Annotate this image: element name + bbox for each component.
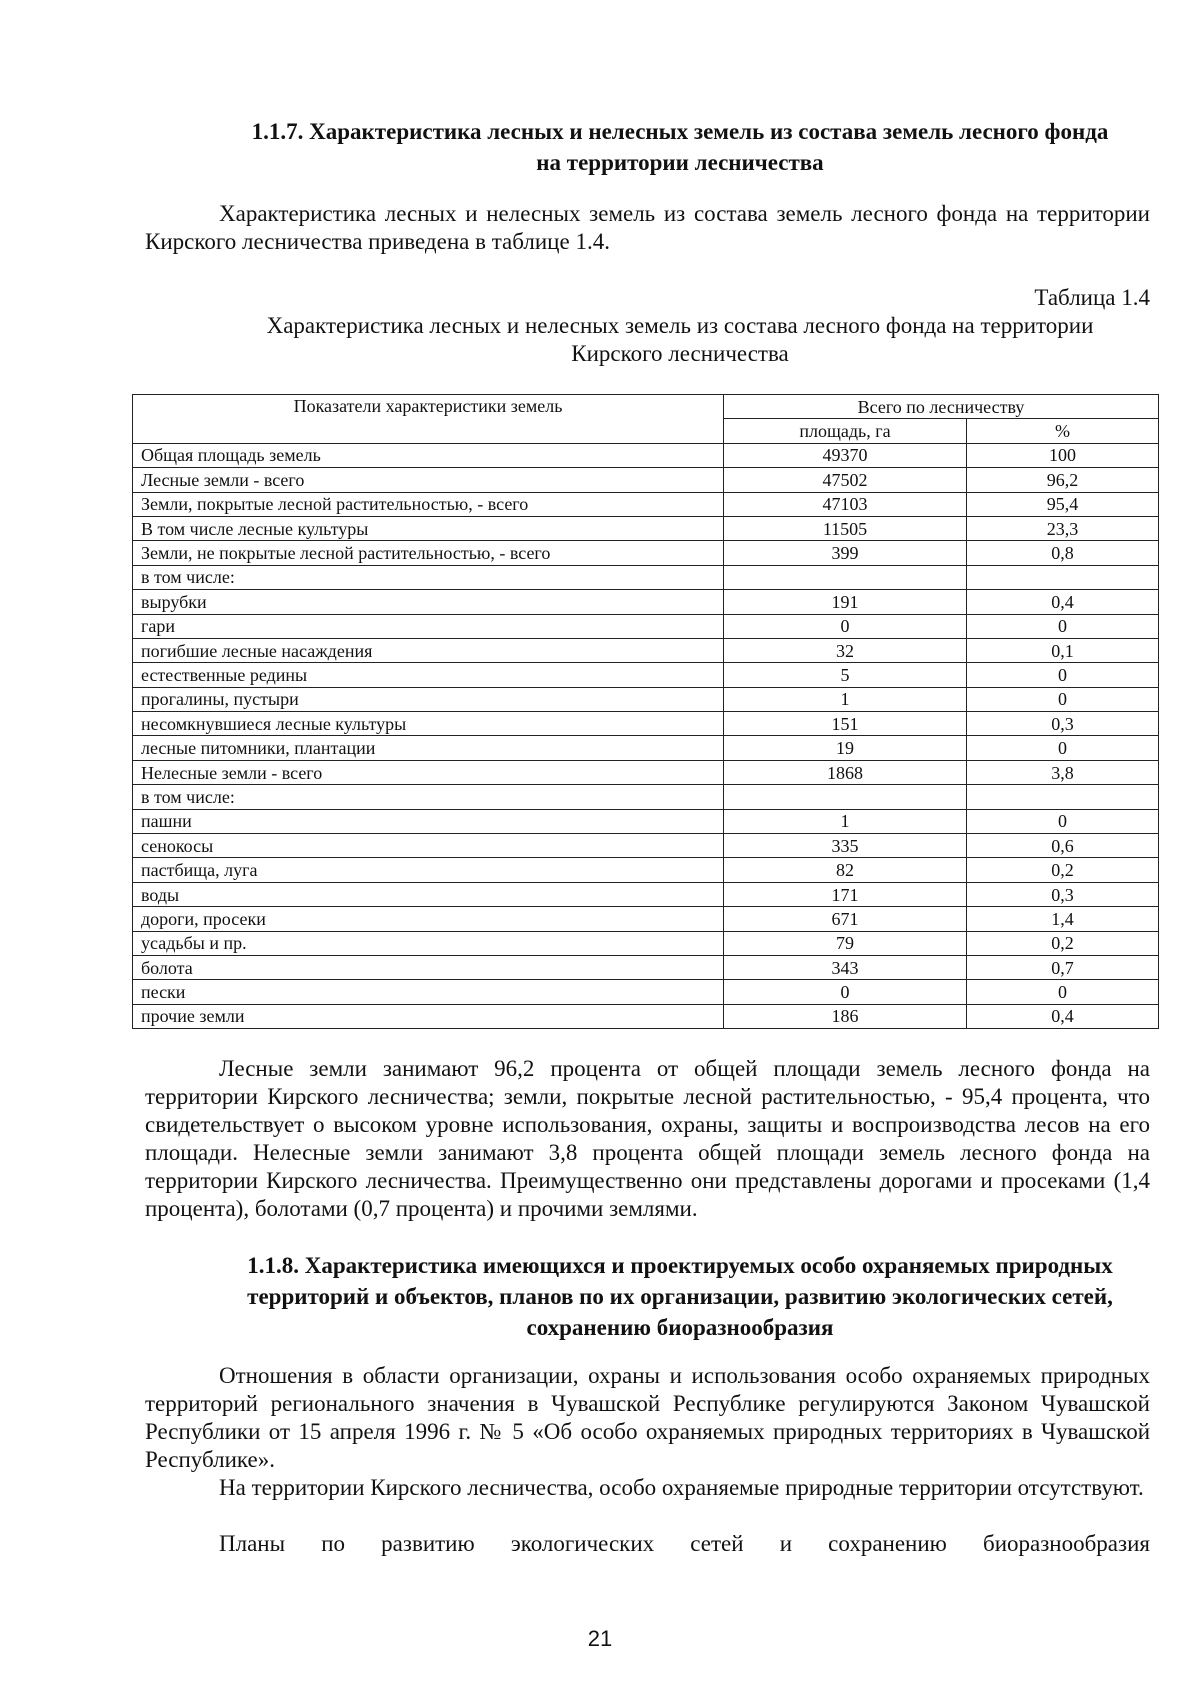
row-area-cell: 32	[724, 638, 967, 662]
row-name-cell: погибшие лесные насаждения	[133, 638, 724, 662]
table-row	[133, 541, 1159, 565]
table-row	[133, 687, 1159, 711]
row-area-cell: 0	[724, 980, 967, 1004]
oopt-law-paragraph: Отношения в области организации, охраны и использования особо охраняемых природных территорий регионального значения в Чувашской Республике регулируются Законом Чувашской Республики от 15 апреля 1996 г. № 5 «Об особо охраняемых природных территориях в Чувашской Республике».	[145, 1363, 1150, 1472]
row-percent-cell: 0	[967, 980, 1159, 1004]
row-percent-cell: 0	[967, 687, 1159, 711]
row-name-cell: прогалины, пустыри	[133, 687, 724, 711]
row-percent-cell: 0,6	[967, 834, 1159, 858]
page-number: 21	[587, 1626, 613, 1651]
table-row	[133, 516, 1159, 540]
row-name-cell: лесные питомники, плантации	[133, 736, 724, 760]
row-area-cell: 151	[724, 712, 967, 736]
row-name-cell: Земли, покрытые лесной растительностью, - всего	[133, 492, 724, 516]
header-indicator: Показатели характеристики земель	[133, 395, 724, 444]
row-area-cell: 19	[724, 736, 967, 760]
table-row	[133, 736, 1159, 760]
row-area-cell: 191	[724, 590, 967, 614]
row-name-cell: пастбища, луга	[133, 858, 724, 882]
table-row	[133, 955, 1159, 979]
table-row	[133, 1004, 1159, 1028]
row-area-cell	[724, 785, 967, 809]
row-name-cell: пашни	[133, 809, 724, 833]
header-percent: %	[967, 419, 1159, 443]
row-area-cell: 5	[724, 663, 967, 687]
table-row	[133, 468, 1159, 492]
row-area-cell: 47103	[724, 492, 967, 516]
row-area-cell: 335	[724, 834, 967, 858]
row-percent-cell: 0,3	[967, 882, 1159, 906]
row-percent-cell: 23,3	[967, 516, 1159, 540]
table-row	[133, 907, 1159, 931]
row-area-cell: 47502	[724, 468, 967, 492]
row-percent-cell: 96,2	[967, 468, 1159, 492]
row-percent-cell: 0	[967, 614, 1159, 638]
land-characteristics-table	[132, 394, 1159, 1029]
row-percent-cell: 0,2	[967, 858, 1159, 882]
table-row	[133, 638, 1159, 662]
row-area-cell: 1	[724, 687, 967, 711]
table-row	[133, 712, 1159, 736]
row-percent-cell: 0	[967, 736, 1159, 760]
row-percent-cell: 0,3	[967, 712, 1159, 736]
row-percent-cell: 0,8	[967, 541, 1159, 565]
table-row	[133, 785, 1159, 809]
table-row	[133, 565, 1159, 589]
row-name-cell: усадьбы и пр.	[133, 931, 724, 955]
row-area-cell: 399	[724, 541, 967, 565]
row-area-cell	[724, 565, 967, 589]
row-percent-cell: 0	[967, 809, 1159, 833]
table-row	[133, 931, 1159, 955]
row-percent-cell: 95,4	[967, 492, 1159, 516]
section-title-line: 1.1.8. Характеристика имеющихся и проектируемых особо охраняемых природных	[247, 1253, 1113, 1278]
section-1-1-7-title	[200, 116, 1160, 178]
section-title-line: сохранению биоразнообразия	[526, 1315, 834, 1340]
row-name-cell: Общая площадь земель	[133, 443, 724, 467]
row-percent-cell: 3,8	[967, 760, 1159, 784]
oopt-absent-paragraph: На территории Кирского лесничества, особо охраняемые природные территории отсутствуют.	[219, 1475, 1144, 1500]
row-area-cell: 79	[724, 931, 967, 955]
section-1-1-8-title	[200, 1250, 1160, 1343]
row-area-cell: 1	[724, 809, 967, 833]
row-area-cell: 1868	[724, 760, 967, 784]
table-row	[133, 882, 1159, 906]
row-name-cell: пески	[133, 980, 724, 1004]
section-title-line: на территории лесничества	[536, 150, 824, 175]
row-name-cell: сенокосы	[133, 834, 724, 858]
row-area-cell: 0	[724, 614, 967, 638]
row-area-cell: 82	[724, 858, 967, 882]
row-percent-cell: 0	[967, 663, 1159, 687]
row-area-cell: 186	[724, 1004, 967, 1028]
row-name-cell: естественные редины	[133, 663, 724, 687]
row-percent-cell: 1,4	[967, 907, 1159, 931]
row-name-cell: В том числе лесные культуры	[133, 516, 724, 540]
row-area-cell: 171	[724, 882, 967, 906]
table-row	[133, 980, 1159, 1004]
row-name-cell: в том числе:	[133, 785, 724, 809]
header-area: площадь, га	[724, 419, 967, 443]
row-area-cell: 343	[724, 955, 967, 979]
row-name-cell: в том числе:	[133, 565, 724, 589]
row-percent-cell: 0,1	[967, 638, 1159, 662]
row-name-cell: Земли, не покрытые лесной растительностью, - всего	[133, 541, 724, 565]
row-name-cell: гари	[133, 614, 724, 638]
summary-paragraph: Лесные земли занимают 96,2 процента от общей площади земель лесного фонда на территории Кирского лесничества; земли, покрытые лесной растительностью, - 95,4 процента, что свидетельствует о высоком уровне использования, охраны, защиты и воспроизводства лесов на его площади. Нелесные земли занимают 3,8 процента общей площади земель лесного фонда на территории Кирского лесничества. Преимущественно они представлены дорогами и просеками (1,4 процента), болотами (0,7 процента) и прочими землями.	[145, 1056, 1150, 1221]
row-percent-cell: 0,4	[967, 1004, 1159, 1028]
row-name-cell: вырубки	[133, 590, 724, 614]
row-percent-cell: 0,2	[967, 931, 1159, 955]
section-title-line: 1.1.7. Характеристика лесных и нелесных земель из состава земель лесного фонда	[251, 119, 1109, 144]
row-name-cell: дороги, просеки	[133, 907, 724, 931]
table-row	[133, 443, 1159, 467]
row-percent-cell	[967, 785, 1159, 809]
row-name-cell: Нелесные земли - всего	[133, 760, 724, 784]
row-area-cell: 49370	[724, 443, 967, 467]
table-row	[133, 492, 1159, 516]
table-row	[133, 590, 1159, 614]
eco-plans-paragraph: Планы по развитию экологических сетей и сохранению биоразнообразия	[219, 1531, 1150, 1556]
header-total: Всего по лесничеству	[724, 395, 1159, 419]
intro-paragraph: Характеристика лесных и нелесных земель из состава земель лесного фонда на территории Кирского лесничества приведена в таблице 1.4.	[145, 201, 1150, 254]
row-area-cell: 671	[724, 907, 967, 931]
section-title-line: территорий и объектов, планов по их организации, развитию экологических сетей,	[247, 1284, 1113, 1309]
row-percent-cell: 0,4	[967, 590, 1159, 614]
row-name-cell: прочие земли	[133, 1004, 724, 1028]
table-caption-line: Характеристика лесных и нелесных земель из состава лесного фонда на территории	[266, 313, 1094, 338]
table-row	[133, 858, 1159, 882]
table-caption	[200, 312, 1160, 368]
table-row	[133, 834, 1159, 858]
table-row	[133, 663, 1159, 687]
row-name-cell: воды	[133, 882, 724, 906]
row-percent-cell: 100	[967, 443, 1159, 467]
table-row	[133, 760, 1159, 784]
table-row	[133, 809, 1159, 833]
row-name-cell: болота	[133, 955, 724, 979]
row-name-cell: Лесные земли - всего	[133, 468, 724, 492]
table-caption-line: Кирского лесничества	[571, 341, 789, 366]
table-row	[133, 614, 1159, 638]
row-percent-cell: 0,7	[967, 955, 1159, 979]
table-label: Таблица 1.4	[1034, 285, 1150, 310]
row-name-cell: несомкнувшиеся лесные культуры	[133, 712, 724, 736]
row-percent-cell	[967, 565, 1159, 589]
row-area-cell: 11505	[724, 516, 967, 540]
table-body	[133, 443, 1159, 1028]
